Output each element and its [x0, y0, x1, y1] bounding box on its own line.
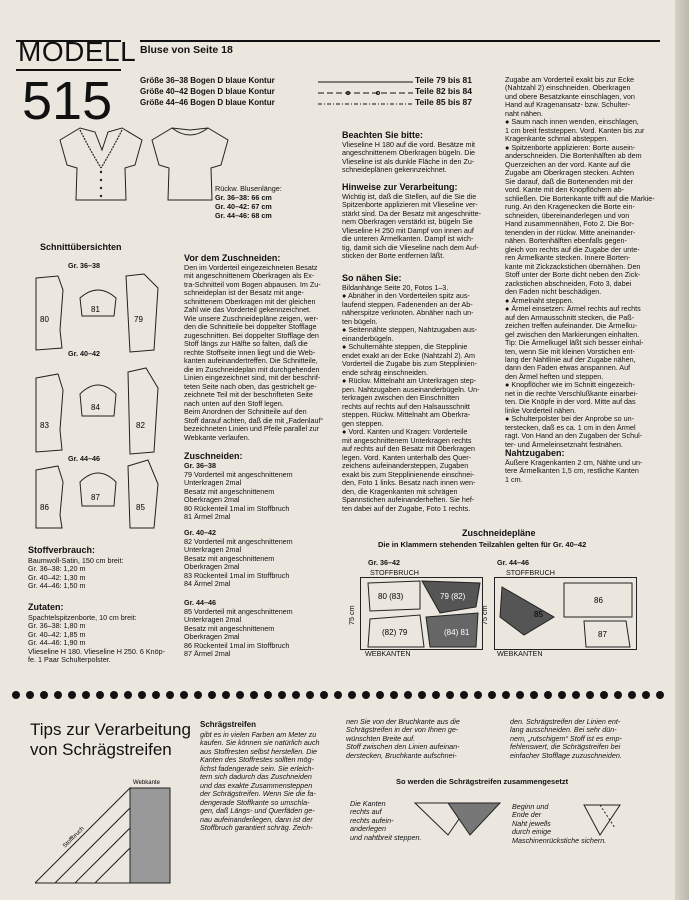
- plan-left-piece: 79 (82): [440, 592, 466, 601]
- vor-dem-title: Vor dem Zuschneiden:: [184, 253, 281, 263]
- separator-dot: [586, 691, 594, 699]
- separator-dot: [54, 691, 62, 699]
- cutting-plan-right: [494, 577, 639, 651]
- separator-dot: [250, 691, 258, 699]
- separator-dot: [292, 691, 300, 699]
- tips-col-3: den. Schrägstreifen der Linien ent- lang ausschneiden. Bei sehr dün- nem, „rutschigem“ Stoff ist es emp- fehlenswert, die Schrägstreifen bei einfacher Stofflage zuzuschneiden.: [510, 717, 622, 760]
- separator-dot: [40, 691, 48, 699]
- blouse-length-2: Gr. 40–42: 67 cm: [215, 202, 272, 211]
- plans-subtitle: Die in Klammern stehenden Teilzahlen gelten für Gr. 40–42: [378, 540, 587, 549]
- plan-left-piece: (82) 79: [382, 628, 408, 637]
- vor-dem-text: Den im Vorderteil eingezeichneten Besatz mit angeschnittenem Oberkragen als Ex- tra-Schnitteil vom Bogen abpausen. Im Zu- schneideplan ist der Besatz mit ange- schnittenem Oberkragen mit der gleichen Zahl wie das Vorderteil gekennzeichnet. Wie unsere Zuschneidepläne zeigen, wer- den die Schnitteile bei doppelter Stofflage zugeschnitten. Bei doppelter Stofflage den Stoff längs zur Hälfte so falten, daß die rechte Stoffseite innen liegt und die Web- kanten aufeinandertreffen. Die Schnitteile, die im Zuschneideplan mit durchgehenden Linien eingezeichnet sind, mit der beschrif- teten Seite nach oben, das gestrichelt ge- zeichnete Teil mit der beschrifteten Seite nach unten auf den Stoff legen. Beim Anordnen der Schnitteile auf den Stoff darauf achten, daß die mit „Fadenlauf“ bezeichneten Linien und Pfeile parallel zur Webkante verlaufen.: [184, 263, 323, 442]
- separator-dot: [12, 691, 20, 699]
- separator-dot: [166, 691, 174, 699]
- size-row-1-label: Größe 36–38 Bogen D blaue Kontur: [140, 76, 275, 85]
- separator-dot: [600, 691, 608, 699]
- assembly-left: Die Kanten rechts auf rechts aufein- anderlegen und nahtbreit steppen.: [350, 799, 422, 842]
- nahtzugaben-text: Äußere Kragenkanten 2 cm, Nähte und un- tere Ärmelkanten 1,5 cm, restliche Kanten 1 cm.: [505, 458, 643, 484]
- pattern-overview-drawings: [18, 270, 178, 530]
- hinweise-text: Wichtig ist, daß die Stellen, auf die Sie die Spitzenborte applizieren mit Vlieseline ver- stärkt sind. Da der Besatz mit angeschnitte- nem Oberkragen verstärkt ist, bügeln Sie Vlieseline H 250 mit Dampf von innen auf die unteren Ärmelkanten. Dampf ist wich- tig, damit sich die Vlieseline nach dem Auf- sticken der Borte entfernen läßt.: [342, 192, 482, 261]
- separator-dot: [348, 691, 356, 699]
- blouse-length-1: Gr. 36–38: 66 cm: [215, 193, 272, 202]
- separator-dot: [642, 691, 650, 699]
- separator-dot: [446, 691, 454, 699]
- separator-dot: [236, 691, 244, 699]
- separator-dot: [418, 691, 426, 699]
- so-naehen-title: So nähen Sie:: [342, 273, 402, 283]
- plan-left-piece: (84) 81: [444, 628, 470, 637]
- header-rule: [140, 40, 660, 42]
- overview-piece-label: 85: [136, 503, 145, 512]
- bias-strip-diagram: [35, 768, 185, 888]
- separator-dot: [404, 691, 412, 699]
- separator-dot: [376, 691, 384, 699]
- separator-dot: [68, 691, 76, 699]
- schraeg-title: Schrägstreifen: [200, 720, 257, 729]
- plan-right-piece: 85: [534, 610, 543, 619]
- separator-dot: [474, 691, 482, 699]
- zutaten-text: Spachtelspitzenborte, 10 cm breit: Gr. 36–38: 1,80 m Gr. 40–42: 1,85 m Gr. 44–46: 1,90 m Vlieseline H 180. Vlieseline H 250. 6 Knöp- fe. 1 Paar Schulterpolster.: [28, 613, 166, 665]
- separator-dot: [194, 691, 202, 699]
- separator-dot: [320, 691, 328, 699]
- modell-label: MODELL: [18, 36, 137, 67]
- separator-dot: [264, 691, 272, 699]
- plan-right-size: Gr. 44–46: [497, 558, 529, 567]
- separator-dot: [278, 691, 286, 699]
- separator-dot: [572, 691, 580, 699]
- separator-dot: [558, 691, 566, 699]
- assembly-diagram-right: [580, 800, 640, 840]
- plan-left-fold: STOFFBRUCH: [370, 568, 419, 577]
- plan-left-size: Gr. 36–42: [368, 558, 400, 567]
- model-number: 515: [22, 71, 113, 131]
- overview-piece-label: 80: [40, 315, 49, 324]
- overview-piece-label: 87: [91, 493, 100, 502]
- tips-col-1: gibt es in vielen Farben am Meter zu kaufen. Sie können sie natürlich auch aus Stoffresten selbst herstellen. Die Kanten des Stoffrestes sollten mög- lichst fadengerade sein. Sie erleich- tern sich dadurch das Zuschneiden und das exakte Zusammensteppen der Schrägstreifen. Wenn Sie die fa- dengerade Stoffkante so umschla- gen, daß Längs- und Querfäden ge- nau aufeinanderliegen, dann ist der Stoffbruch garantiert schräg. Zeich-: [200, 730, 320, 833]
- separator-dot: [222, 691, 230, 699]
- separator-dot: [628, 691, 636, 699]
- plan-right-piece: 87: [598, 630, 607, 639]
- cutting-plan-left: [360, 577, 485, 651]
- separator-dot: [362, 691, 370, 699]
- overview-piece-label: 79: [134, 315, 143, 324]
- separator-dot: [656, 691, 664, 699]
- separator-dot: [488, 691, 496, 699]
- separator-dot: [516, 691, 524, 699]
- separator-dot: [432, 691, 440, 699]
- plan-left-width: 75 cm: [347, 605, 356, 625]
- zuschneiden-text-2: 82 Vorderteil mit angeschnittenem Unterkragen 2mal Besatz mit angeschnittenem Oberkragen 2mal 83 Rückenteil 1mal im Stoffbruch 84 Ärmel 2mal: [184, 537, 293, 589]
- separator-dot: [530, 691, 538, 699]
- separator-dot: [180, 691, 188, 699]
- overview-piece-label: 83: [40, 421, 49, 430]
- plan-left-selvage: WEBKANTEN: [365, 649, 411, 658]
- separator-dot: [110, 691, 118, 699]
- separator-dot: [334, 691, 342, 699]
- right-column-text: Zugabe am Vorderteil exakt bis zur Ecke (Nahtzahl 2) einschneiden. Oberkragen und obere Besatzkante einschlagen, von Hand auf Kragenansatz- bzw. Schulter- naht nähen. ● Saum nach innen wenden, einschlagen, 1 cm breit feststeppen. Vord. Kanten bis zur Kragenkante schmal absteppen. ● Spitzenborte applizieren: Borte ausein- anderschneiden. Die Bortenhälften ab dem Querzeichen an der vord. Kante auf die Zugabe am Oberkragen stecken. Achten Sie darauf, daß die Bortenenden mit der vord. Kante mit den Knopflöchern ab- schließen. Die Bortenkante trifft auf die Markie- rung. An den Kragenecken die Borte ein- schneiden, übereinanderlegen und von Hand zusammennähen, Foto 2. Die Bor- tenenden in der rückw. Mitte aneinander- nähen. Bortenhälften ebenfalls gegen- gleich von rechts auf die Zugabe der unte- ren Ärmelkante stecken. Innere Borten- kante mit Zickzackstichen übernähen. Den Stoff unter der Borte dicht neben den Zick- zackstichen abschneiden, Foto 3, dabei den Faden nicht beschädigen. ● Ärmelnaht steppen. ● Ärmel einsetzen: Ärmel rechts auf rechts auf den Armausschnitt stecken, die Paß- zeichen treffen aufeinander. Die Ärmelku- gel zwischen den Markierungen einhalten. Tip: Die Ärmelkugel läßt sich besser einhal- ten, wenn Sie mit kleinen Vorstichen ent- lang der Nahtlinie auf der Zugabe nähen, dann den Faden etwas anspannen. Auf den Ärmel heften und steppen. ● Knopflöcher wie im Schnitt eingezeich- net in die rechte Verschlußkante einarbei- ten. Die Knöpfe in der vord. Mitte auf das linke Vorderteil nähen. ● Schulterpolster bei der Anprobe so un- terstecken, daß es ca. 1 cm in den Ärmel ragt. Von Hand an den Zugaben der Schul- ter- und Ärmeleinsetznaht festnähen.: [505, 75, 655, 449]
- blouse-length-intro: Rückw. Blusenlänge:: [215, 184, 282, 193]
- nahtzugaben-title: Nahtzugaben:: [505, 448, 565, 458]
- plan-right-piece: 86: [594, 596, 603, 605]
- stoff-text: Baumwoll-Satin, 150 cm breit: Gr. 36–38: 1,20 m Gr. 40–42: 1,30 m Gr. 44–46: 1,50 m: [28, 556, 124, 591]
- separator-dot: [390, 691, 398, 699]
- page-title: Bluse von Seite 18: [140, 44, 233, 56]
- separator-dot: [124, 691, 132, 699]
- plan-right-selvage: WEBKANTEN: [497, 649, 543, 658]
- zuschneiden-text-1: 79 Vorderteil mit angeschnittenem Unterkragen 2mal Besatz mit angeschnittenem Oberkragen 2mal 80 Rückenteil 1mal im Stoffbruch 81 Ärmel 2mal: [184, 470, 293, 522]
- zuschneiden-title: Zuschneiden:: [184, 451, 243, 461]
- beachten-text: Vlieseline H 180 auf die vord. Besätze mit angeschnittenem Oberkragen bügeln. Die Vlieseline ist als dunkle Fläche in den Zu- schneideplänen gekennzeichnet.: [342, 140, 476, 175]
- separator-dot: [208, 691, 216, 699]
- page-edge: [675, 0, 689, 900]
- assembly-right: Beginn und Ende der Naht jewells durch einige Maschinenrückstiche sichern.: [512, 802, 607, 845]
- separator-dot: [460, 691, 468, 699]
- beachten-title: Beachten Sie bitte:: [342, 130, 424, 140]
- separator-dot: [502, 691, 510, 699]
- zuschneiden-text-3: 85 Vorderteil mit angeschnittenem Unterkragen 2mal Besatz mit angeschnittenem Oberkragen 2mal 86 Rückenteil 1mal im Stoffbruch 87 Ärmel 2mal: [184, 607, 293, 659]
- tips-title: Tips zur Verarbeitung von Schrägstreifen: [30, 720, 191, 760]
- schnitt-title: Schnittübersichten: [40, 242, 122, 252]
- stoff-title: Stoffverbrauch:: [28, 545, 96, 555]
- separator-dot: [138, 691, 146, 699]
- schnitt-size-2: Gr. 40–42: [68, 349, 100, 358]
- plan-right-fold: STOFFBRUCH: [506, 568, 555, 577]
- plan-right-width: 75 cm: [480, 605, 489, 625]
- diagram-label-webkante: Webkante: [133, 780, 160, 786]
- separator-dot: [306, 691, 314, 699]
- overview-piece-label: 81: [91, 305, 100, 314]
- separator-dot: [152, 691, 160, 699]
- overview-piece-label: 86: [40, 503, 49, 512]
- size-row-2-label: Größe 40–42 Bogen D blaue Kontur: [140, 87, 275, 96]
- overview-piece-label: 82: [136, 421, 145, 430]
- zuschneiden-size-1: Gr. 36–38: [184, 461, 216, 470]
- size-row-1-teile: Teile 79 bis 81: [415, 75, 473, 85]
- separator-dot: [544, 691, 552, 699]
- so-naehen-text: Bildanhänge Seite 20, Fotos 1–3. ● Abnäher in den Vorderteilen spitz aus- laufend steppen. Fadenenden an der Ab- näherspitze verknoten. Abnäher nach un- ten bügeln. ● Seitennähte steppen, Nahtzugaben aus- einanderbügeln. ● Schulternähte steppen, die Stepplinie endet exakt an der Ecke (Nahtzahl 2). Am Vorderteil die Zugabe bis zum Stepplinien- ende schräg einschneiden. ● Rückw. Mittelnaht am Unterkragen step- pen. Nahtzugaben auseinanderbügeln. Un- terkragen zwischen den Einschnitten rechts auf rechts auf den Halsausschnitt steppen. Rückw. Mittelnaht am Oberkra- gen steppen. ● Vord. Kanten und Kragen: Vorderteile mit angeschnittenem Unterkragen rechts auf rechts auf den Besatz mit Oberkragen legen. Vord. Kanten unterhalb des Quer- zeichens aufeinandersteppen, Zugaben exakt bis zum Stepplinienende einschnei- den, Foto 1 links. Besatz nach innen wen- den, die Kragenkanten mit schrägen Spannstichen aufeinanderheften. Sie hef- ten dabei auf der Zugabe, Foto 1 rechts.: [342, 283, 480, 513]
- dotted-separator: [12, 686, 672, 696]
- separator-dot: [614, 691, 622, 699]
- assembly-diagram-left: [410, 795, 505, 840]
- plans-title: Zuschneidepläne: [462, 528, 536, 538]
- diagram-label-stoffbruch: Stoffbruch: [62, 825, 86, 850]
- assembly-title: So werden die Schrägstreifen zusammengesetzt: [396, 777, 569, 786]
- zutaten-title: Zutaten:: [28, 602, 64, 612]
- size-line-markers: [318, 78, 413, 110]
- plan-left-piece: 80 (83): [378, 592, 404, 601]
- size-row-3-label: Größe 44–46 Bogen D blaue Kontur: [140, 98, 275, 107]
- zuschneiden-size-3: Gr. 44–46: [184, 598, 216, 607]
- zuschneiden-size-2: Gr. 40–42: [184, 528, 216, 537]
- schnitt-size-1: Gr. 36–38: [68, 261, 100, 270]
- blouse-illustration: [40, 120, 230, 205]
- tips-col-2: nen Sie von der Bruchkante aus die Schrägstreifen in der von Ihnen ge- wünschten Breite auf. Stoff zwischen den Linien aufeinan- derstecken, Bruchkante aufschnei-: [346, 717, 460, 760]
- separator-dot: [96, 691, 104, 699]
- hinweise-title: Hinweise zur Verarbeitung:: [342, 182, 458, 192]
- separator-dot: [26, 691, 34, 699]
- size-row-2-teile: Teile 82 bis 84: [415, 86, 473, 96]
- separator-dot: [82, 691, 90, 699]
- blouse-length-3: Gr. 44–46: 68 cm: [215, 211, 272, 220]
- size-row-3-teile: Teile 85 bis 87: [415, 97, 473, 107]
- schnitt-size-3: Gr. 44–46: [68, 454, 100, 463]
- overview-piece-label: 84: [91, 403, 100, 412]
